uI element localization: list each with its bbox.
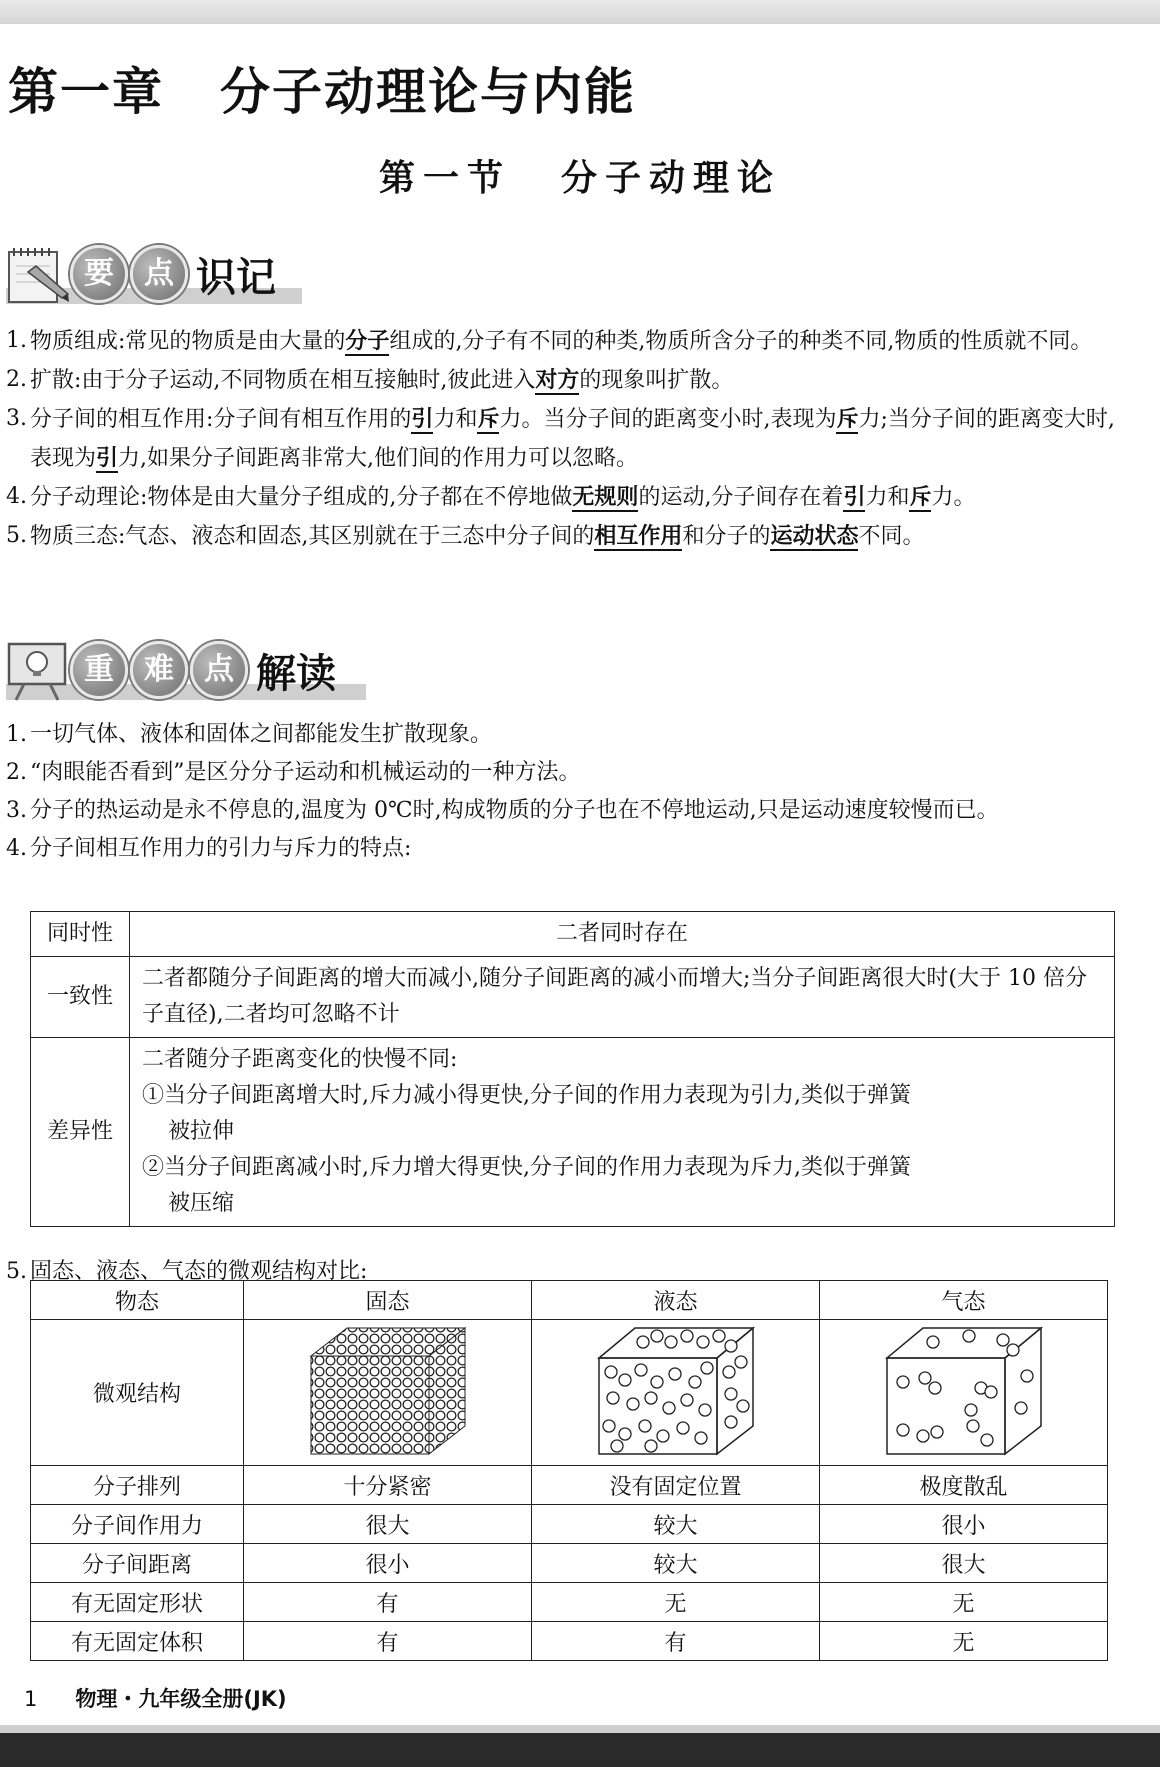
banner-circle-char: 难	[130, 641, 188, 699]
list-item: 4. 分子间相互作用力的引力与斥力的特点:	[6, 836, 412, 861]
answer-blank: 斥	[909, 484, 932, 510]
page-footer	[24, 1683, 287, 1713]
list-item: 3. 分子间的相互作用:分子间有相互作用的引力和斥力。当分子间的距离变小时,表现为斥力;当分子间的距离变大时,表现为引力,如果分子间距离非常大,他们间的作用力可以忽略。	[6, 406, 1115, 471]
table-row: 分子间作用力 很大 较大 很小	[31, 1505, 1108, 1544]
answer-blank: 分子	[345, 328, 390, 354]
table-row: 一致性 二者都随分子间距离的增大而减小,随分子间距离的减小而增大;当分子间距离很大时(大于 10 倍分子直径),二者均可忽略不计	[31, 957, 1115, 1038]
answer-blank: 引	[96, 445, 119, 471]
section-name: 分子动理论	[561, 158, 782, 199]
answer-blank: 无规则	[572, 484, 639, 510]
states-comparison-table	[30, 1280, 1108, 1661]
bottom-bar	[0, 1725, 1160, 1767]
banner-circle-char: 点	[190, 641, 248, 699]
list-item: 1. 物质组成:常见的物质是由大量的分子组成的,分子有不同的种类,物质所含分子的种类不同,物质的性质就不同。	[6, 328, 1093, 354]
list-item: 2. “肉眼能否看到”是区分分子运动和机械运动的一种方法。	[6, 760, 581, 785]
answer-blank: 斥	[836, 406, 859, 432]
answer-blank: 相互作用	[594, 523, 683, 549]
book-title: 物理・九年级全册(JK)	[75, 1687, 287, 1711]
table-row: 有无固定体积 有 有 无	[31, 1622, 1108, 1661]
answer-blank: 运动状态	[770, 523, 859, 549]
chapter-number: 第一章	[8, 63, 164, 121]
list-item: 5. 固态、液态、气态的微观结构对比:	[6, 1259, 368, 1284]
list-item: 5. 物质三态:气态、液态和固态,其区别就在于三态中分子间的相互作用和分子的运动状态不同。	[6, 523, 925, 549]
chapter-title	[8, 52, 636, 124]
list-item: 4. 分子动理论:物体是由大量分子组成的,分子都在不停地做无规则的运动,分子间存在着引力和斥力。	[6, 484, 976, 510]
force-characteristics-table	[30, 911, 1115, 1227]
page-number: 1	[24, 1687, 38, 1711]
table-row: 分子间距离 很小 较大 很大	[31, 1544, 1108, 1583]
pencil-notebook-icon	[6, 242, 70, 306]
answer-blank: 引	[411, 406, 434, 432]
liquid-structure-diagram	[591, 1322, 761, 1458]
chapter-name: 分子动理论与内能	[220, 63, 636, 121]
banner-key-points	[6, 238, 276, 310]
table-row: 差异性 二者随分子距离变化的快慢不同: ①当分子间距离增大时,斥力减小得更快,分子间的作用力表现为引力,类似于弹簧 被拉伸 ②当分子间距离减小时,斥力增大得更快,分子间的作用力表现为斥力,类似于弹簧 被压缩	[31, 1038, 1115, 1227]
section-number: 第一节	[378, 158, 511, 199]
table-row: 同时性 二者同时存在	[31, 912, 1115, 957]
difficulties-list	[6, 716, 1116, 868]
table-row: 分子排列 十分紧密 没有固定位置 极度散乱	[31, 1466, 1108, 1505]
banner-circle-char: 点	[130, 245, 188, 303]
banner-difficulties	[6, 634, 336, 706]
answer-blank: 引	[843, 484, 866, 510]
banner-text: 解读	[256, 650, 336, 697]
list-item: 3. 分子的热运动是永不停息的,温度为 0℃时,构成物质的分子也在不停地运动,只是运动速度较慢而已。	[6, 798, 999, 823]
solid-structure-diagram	[303, 1322, 473, 1458]
document-page	[0, 24, 1160, 1725]
answer-blank: 斥	[477, 406, 500, 432]
key-points-list	[6, 322, 1116, 556]
banner-circle-char: 要	[70, 245, 128, 303]
gas-structure-diagram	[879, 1322, 1049, 1458]
list-item: 1. 一切气体、液体和固体之间都能发生扩散现象。	[6, 722, 493, 747]
answer-blank: 对方	[535, 367, 580, 393]
banner-text: 识记	[196, 254, 276, 301]
lightbulb-board-icon	[6, 638, 70, 702]
table-row: 有无固定形状 有 无 无	[31, 1583, 1108, 1622]
top-bar	[0, 0, 1160, 24]
table-row: 微观结构	[31, 1320, 1108, 1466]
section-title	[0, 150, 1160, 201]
list-item: 2. 扩散:由于分子运动,不同物质在相互接触时,彼此进入对方的现象叫扩散。	[6, 367, 734, 393]
banner-circle-char: 重	[70, 641, 128, 699]
table-row: 物态 固态 液态 气态	[31, 1281, 1108, 1320]
